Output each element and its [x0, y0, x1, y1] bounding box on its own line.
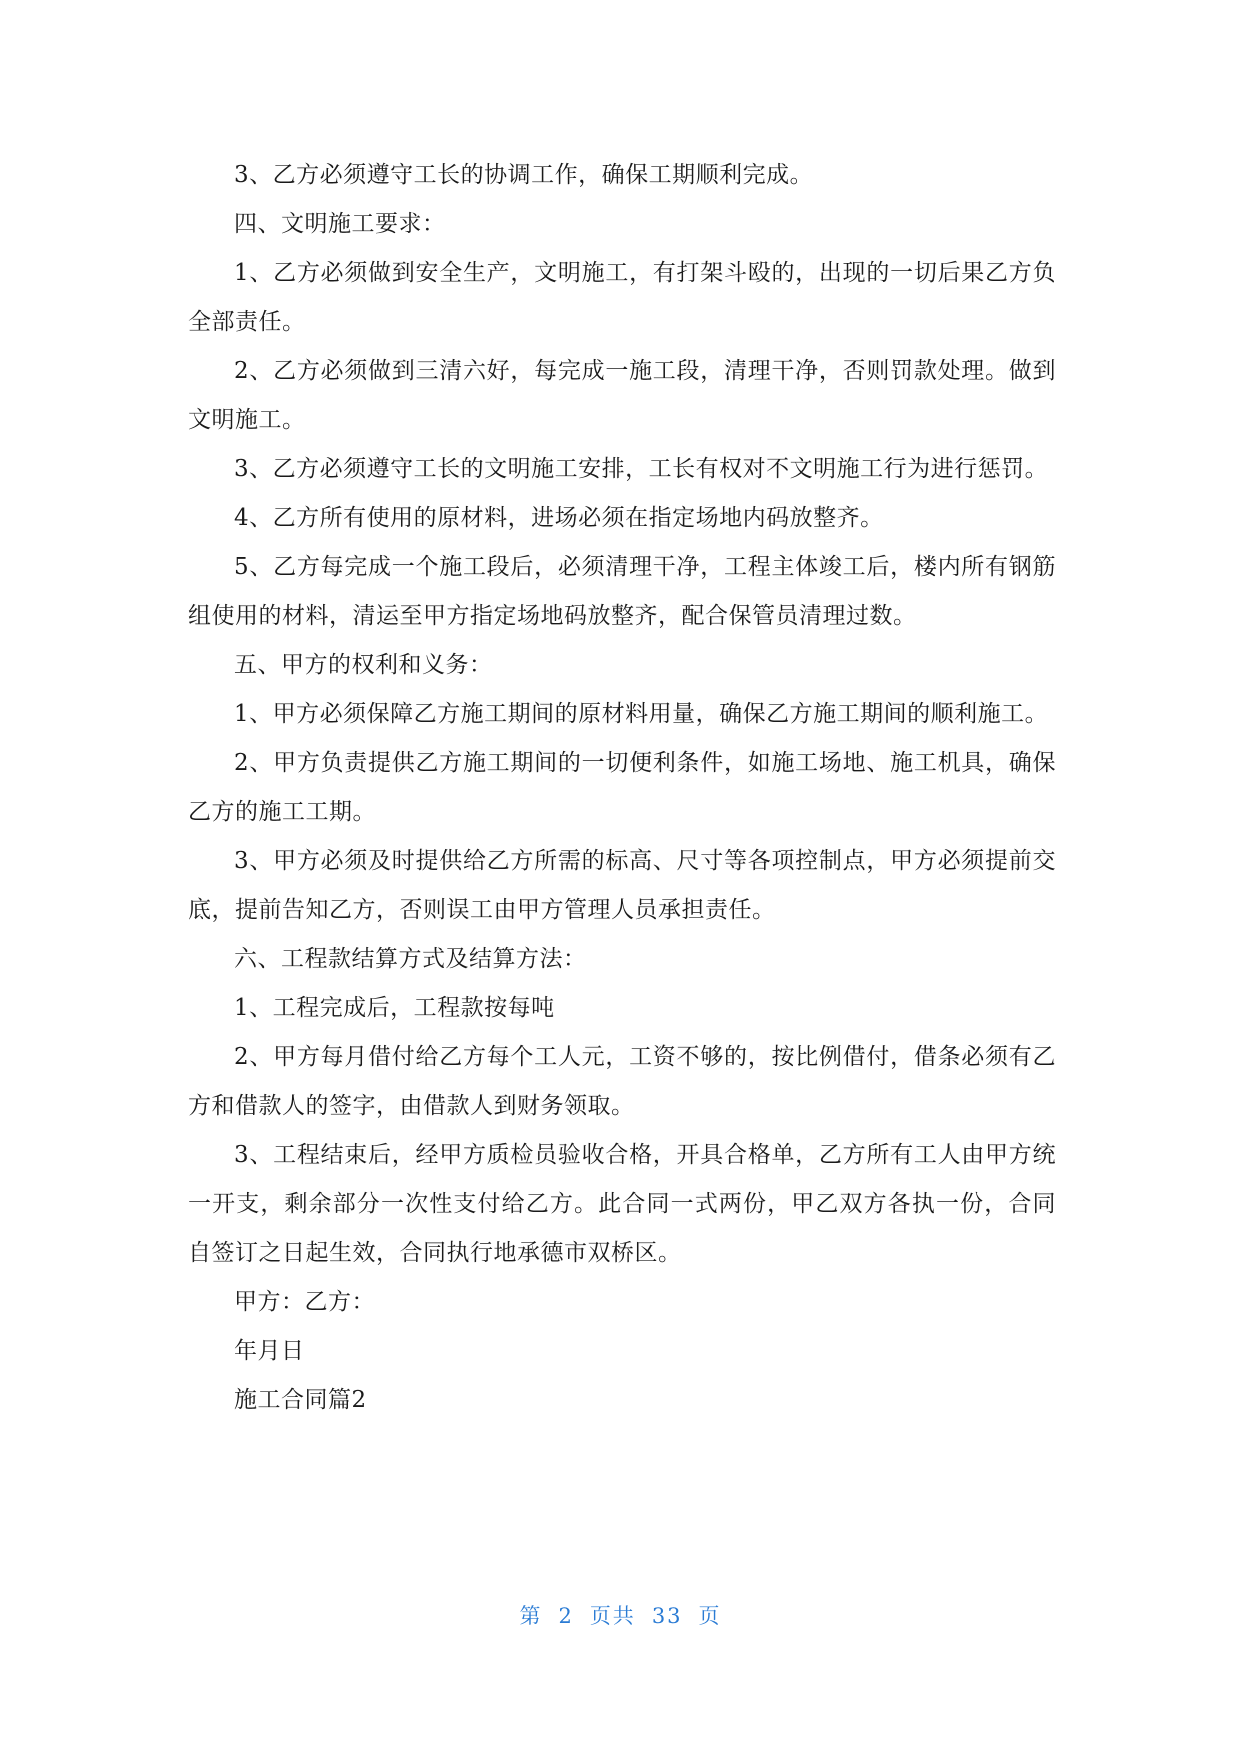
paragraph: 5、乙方每完成一个施工段后，必须清理干净，工程主体竣工后，楼内所有钢筋组使用的材料，清运至甲方指定场地码放整齐，配合保管员清理过数。 — [188, 554, 1056, 629]
footer-prefix: 第 — [519, 1604, 543, 1628]
paragraph: 3、甲方必须及时提供给乙方所需的标高、尺寸等各项控制点，甲方必须提前交底，提前告知乙方，否则误工由甲方管理人员承担责任。 — [188, 848, 1056, 923]
paragraph: 4、乙方所有使用的原材料，进场必须在指定场地内码放整齐。 — [234, 505, 884, 531]
total-pages-number: 33 — [651, 1604, 683, 1628]
paragraph: 2、乙方必须做到三清六好，每完成一施工段，清理干净，否则罚款处理。做到文明施工。 — [188, 358, 1056, 433]
footer-suffix: 页 — [698, 1604, 722, 1628]
section-heading: 四、文明施工要求： — [234, 211, 446, 237]
date-line: 年月日 — [234, 1338, 305, 1364]
paragraph: 3、工程结束后，经甲方质检员验收合格，开具合格单，乙方所有工人由甲方统一开支，剩余部分一次性支付给乙方。此合同一式两份，甲乙双方各执一份，合同自签订之日起生效，合同执行地承德市双桥区。 — [188, 1142, 1056, 1266]
paragraph: 1、甲方必须保障乙方施工期间的原材料用量，确保乙方施工期间的顺利施工。 — [234, 701, 1049, 727]
section-heading: 六、工程款结算方式及结算方法： — [234, 946, 587, 972]
contract-body — [188, 151, 1056, 1425]
footer-middle: 页共 — [589, 1604, 636, 1628]
page-footer — [0, 1600, 1241, 1630]
paragraph: 3、乙方必须遵守工长的协调工作，确保工期顺利完成。 — [234, 162, 814, 188]
next-section-title: 施工合同篇2 — [234, 1387, 367, 1413]
paragraph: 1、工程完成后，工程款按每吨 — [234, 995, 555, 1021]
signature-line: 甲方：乙方： — [234, 1289, 375, 1315]
paragraph: 2、甲方负责提供乙方施工期间的一切便利条件，如施工场地、施工机具，确保乙方的施工工期。 — [188, 750, 1056, 825]
paragraph: 2、甲方每月借付给乙方每个工人元，工资不够的，按比例借付，借条必须有乙方和借款人的签字，由借款人到财务领取。 — [188, 1044, 1056, 1119]
paragraph: 3、乙方必须遵守工长的文明施工安排，工长有权对不文明施工行为进行惩罚。 — [234, 456, 1049, 482]
paragraph: 1、乙方必须做到安全生产，文明施工，有打架斗殴的，出现的一切后果乙方负全部责任。 — [188, 260, 1056, 335]
current-page-number: 2 — [558, 1604, 574, 1628]
section-heading: 五、甲方的权利和义务： — [234, 652, 493, 678]
